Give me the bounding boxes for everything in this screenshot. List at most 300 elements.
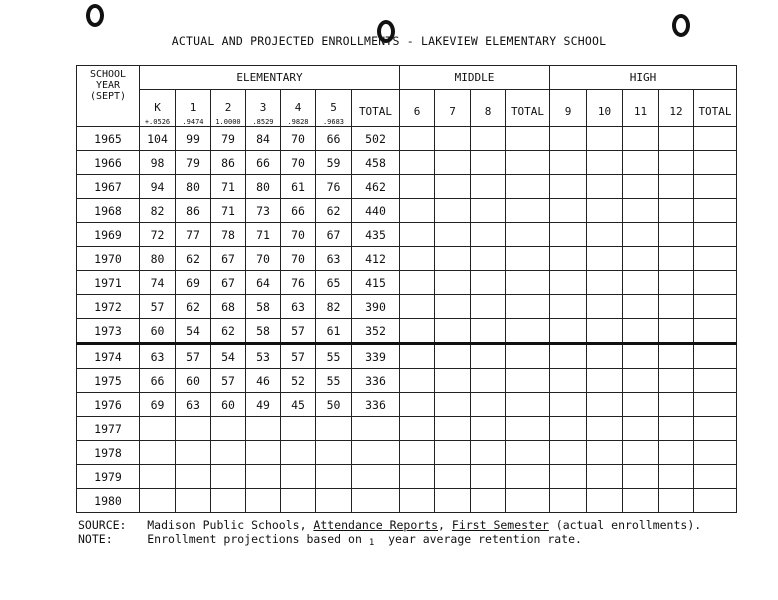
middle-total-header: TOTAL	[506, 90, 550, 127]
empty-cell	[694, 175, 737, 199]
empty-cell	[694, 127, 737, 151]
enrollment-cell: 57	[140, 295, 176, 319]
high-total-header: TOTAL	[694, 90, 737, 127]
school-year-header-line3: (SEPT)	[89, 91, 127, 102]
empty-cell	[550, 271, 587, 295]
elementary-total-cell: 435	[352, 223, 400, 247]
note-years: 1	[368, 538, 375, 548]
empty-cell	[506, 344, 550, 369]
empty-cell	[506, 127, 550, 151]
empty-cell	[435, 127, 471, 151]
empty-cell	[435, 344, 471, 369]
empty-cell	[435, 465, 471, 489]
elementary-total-cell: 336	[352, 393, 400, 417]
enrollment-cell: 67	[316, 223, 352, 247]
empty-cell	[659, 175, 694, 199]
empty-cell	[550, 465, 587, 489]
enrollment-cell: 80	[140, 247, 176, 271]
empty-cell	[400, 319, 435, 344]
enrollment-cell	[211, 489, 246, 513]
empty-cell	[471, 465, 506, 489]
enrollment-cell	[281, 441, 316, 465]
empty-cell	[587, 151, 623, 175]
elementary-total-cell: 339	[352, 344, 400, 369]
empty-cell	[435, 247, 471, 271]
empty-cell	[471, 393, 506, 417]
empty-cell	[623, 441, 659, 465]
enrollment-cell: 61	[316, 319, 352, 344]
enrollment-cell	[316, 441, 352, 465]
empty-cell	[694, 393, 737, 417]
enrollment-cell: 49	[246, 393, 281, 417]
empty-cell	[471, 369, 506, 393]
school-year-header-line1: SCHOOL	[89, 69, 127, 80]
empty-cell	[506, 223, 550, 247]
empty-cell	[587, 127, 623, 151]
empty-cell	[694, 199, 737, 223]
source-label: SOURCE:	[78, 518, 127, 532]
enrollment-cell	[246, 465, 281, 489]
enrollment-cell: 60	[176, 369, 211, 393]
empty-cell	[550, 127, 587, 151]
empty-cell	[471, 271, 506, 295]
empty-cell	[435, 369, 471, 393]
table-row	[77, 319, 737, 344]
enrollment-cell	[140, 465, 176, 489]
enrollment-cell: 76	[281, 271, 316, 295]
empty-cell	[435, 393, 471, 417]
elementary-total-cell: 390	[352, 295, 400, 319]
enrollment-cell	[140, 441, 176, 465]
empty-cell	[623, 199, 659, 223]
enrollment-cell: 76	[316, 175, 352, 199]
empty-cell	[400, 369, 435, 393]
empty-cell	[400, 175, 435, 199]
empty-cell	[623, 271, 659, 295]
empty-cell	[659, 271, 694, 295]
year-cell: 1974	[77, 344, 140, 369]
empty-cell	[659, 127, 694, 151]
empty-cell	[506, 393, 550, 417]
year-cell: 1973	[77, 319, 140, 344]
enrollment-cell: 67	[211, 247, 246, 271]
enrollment-cell: 55	[316, 369, 352, 393]
enrollment-cell: 65	[316, 271, 352, 295]
empty-cell	[471, 295, 506, 319]
year-cell: 1969	[77, 223, 140, 247]
empty-cell	[550, 393, 587, 417]
empty-cell	[471, 489, 506, 513]
empty-cell	[435, 223, 471, 247]
enrollment-cell: 60	[140, 319, 176, 344]
enrollment-cell: 80	[246, 175, 281, 199]
empty-cell	[435, 417, 471, 441]
source-first-semester: First Semester	[451, 518, 549, 532]
grade-header-10: 10	[587, 90, 623, 127]
empty-cell	[623, 489, 659, 513]
enrollment-cell: 70	[281, 247, 316, 271]
table-row	[77, 295, 737, 319]
enrollment-cell: 63	[140, 344, 176, 369]
enrollment-cell: 59	[316, 151, 352, 175]
empty-cell	[471, 344, 506, 369]
enrollment-table	[76, 65, 737, 513]
enrollment-cell	[281, 465, 316, 489]
grade-header-2: 2	[211, 90, 246, 119]
empty-cell	[506, 441, 550, 465]
empty-cell	[400, 393, 435, 417]
empty-cell	[659, 393, 694, 417]
enrollment-cell	[211, 417, 246, 441]
enrollment-cell: 52	[281, 369, 316, 393]
year-cell: 1979	[77, 465, 140, 489]
source-suffix: (actual enrollments).	[548, 518, 702, 532]
empty-cell	[659, 295, 694, 319]
elementary-total-cell	[352, 417, 400, 441]
grade-header-11: 11	[623, 90, 659, 127]
empty-cell	[694, 465, 737, 489]
enrollment-cell	[316, 465, 352, 489]
enrollment-cell	[176, 489, 211, 513]
enrollment-cell: 80	[176, 175, 211, 199]
empty-cell	[471, 175, 506, 199]
empty-cell	[694, 223, 737, 247]
enrollment-cell: 86	[211, 151, 246, 175]
retention-rate-5: .9683	[316, 118, 352, 127]
enrollment-cell: 94	[140, 175, 176, 199]
empty-cell	[623, 369, 659, 393]
enrollment-cell: 78	[211, 223, 246, 247]
empty-cell	[400, 151, 435, 175]
year-cell: 1966	[77, 151, 140, 175]
year-cell: 1965	[77, 127, 140, 151]
empty-cell	[659, 417, 694, 441]
enrollment-cell: 70	[246, 247, 281, 271]
grade-header-12: 12	[659, 90, 694, 127]
grade-header-k: K	[140, 90, 176, 119]
empty-cell	[623, 417, 659, 441]
retention-rate-4: .9828	[281, 118, 316, 127]
enrollment-cell: 46	[246, 369, 281, 393]
enrollment-cell: 66	[316, 127, 352, 151]
enrollment-cell: 99	[176, 127, 211, 151]
enrollment-cell: 62	[176, 295, 211, 319]
empty-cell	[623, 465, 659, 489]
empty-cell	[587, 441, 623, 465]
note-label: NOTE:	[78, 532, 113, 546]
empty-cell	[400, 489, 435, 513]
empty-cell	[587, 489, 623, 513]
empty-cell	[506, 465, 550, 489]
empty-cell	[587, 223, 623, 247]
empty-cell	[623, 393, 659, 417]
empty-cell	[435, 319, 471, 344]
page-title: ACTUAL AND PROJECTED ENROLLMENTS - LAKEVIEW ELEMENTARY SCHOOL	[171, 34, 607, 48]
note-suffix: year average retention rate.	[381, 532, 582, 546]
empty-cell	[587, 175, 623, 199]
year-cell: 1972	[77, 295, 140, 319]
grade-header-4: 4	[281, 90, 316, 119]
empty-cell	[471, 319, 506, 344]
enrollment-cell: 79	[211, 127, 246, 151]
empty-cell	[694, 295, 737, 319]
enrollment-cell: 71	[246, 223, 281, 247]
elementary-total-cell: 458	[352, 151, 400, 175]
enrollment-cell: 55	[316, 344, 352, 369]
table-row	[77, 271, 737, 295]
enrollment-cell: 74	[140, 271, 176, 295]
elementary-total-cell: 415	[352, 271, 400, 295]
empty-cell	[435, 489, 471, 513]
enrollment-cell: 58	[246, 319, 281, 344]
enrollment-cell: 86	[176, 199, 211, 223]
empty-cell	[587, 344, 623, 369]
empty-cell	[623, 223, 659, 247]
empty-cell	[694, 441, 737, 465]
enrollment-cell: 98	[140, 151, 176, 175]
empty-cell	[506, 175, 550, 199]
enrollment-cell: 72	[140, 223, 176, 247]
enrollment-cell	[246, 489, 281, 513]
empty-cell	[506, 151, 550, 175]
enrollment-cell: 71	[211, 175, 246, 199]
elementary-total-cell	[352, 489, 400, 513]
enrollment-cell: 66	[140, 369, 176, 393]
empty-cell	[550, 441, 587, 465]
empty-cell	[550, 223, 587, 247]
empty-cell	[506, 319, 550, 344]
empty-cell	[694, 319, 737, 344]
enrollment-cell: 73	[246, 199, 281, 223]
empty-cell	[400, 344, 435, 369]
table-row	[77, 441, 737, 465]
enrollment-cell	[176, 441, 211, 465]
enrollment-cell: 82	[140, 199, 176, 223]
empty-cell	[587, 271, 623, 295]
empty-cell	[550, 247, 587, 271]
empty-cell	[550, 199, 587, 223]
empty-cell	[471, 223, 506, 247]
empty-cell	[659, 199, 694, 223]
enrollment-cell: 70	[281, 223, 316, 247]
enrollment-cell	[176, 465, 211, 489]
grade-header-3: 3	[246, 90, 281, 119]
empty-cell	[587, 319, 623, 344]
enrollment-cell	[281, 417, 316, 441]
grade-header-5: 5	[316, 90, 352, 119]
elementary-total-cell	[352, 441, 400, 465]
projection-note	[78, 532, 582, 548]
empty-cell	[435, 175, 471, 199]
empty-cell	[400, 295, 435, 319]
empty-cell	[550, 369, 587, 393]
empty-cell	[550, 344, 587, 369]
empty-cell	[623, 127, 659, 151]
enrollment-cell: 57	[281, 344, 316, 369]
elementary-total-cell: 336	[352, 369, 400, 393]
empty-cell	[471, 441, 506, 465]
year-cell: 1975	[77, 369, 140, 393]
empty-cell	[659, 489, 694, 513]
enrollment-cell: 50	[316, 393, 352, 417]
enrollment-cell: 62	[316, 199, 352, 223]
enrollment-cell: 60	[211, 393, 246, 417]
empty-cell	[587, 417, 623, 441]
empty-cell	[694, 489, 737, 513]
empty-cell	[623, 247, 659, 271]
enrollment-cell: 71	[211, 199, 246, 223]
table-row	[77, 247, 737, 271]
empty-cell	[506, 369, 550, 393]
empty-cell	[694, 417, 737, 441]
enrollment-cell: 54	[211, 344, 246, 369]
enrollment-cell: 58	[246, 295, 281, 319]
empty-cell	[506, 271, 550, 295]
empty-cell	[623, 151, 659, 175]
enrollment-cell: 67	[211, 271, 246, 295]
empty-cell	[587, 369, 623, 393]
enrollment-cell	[316, 417, 352, 441]
enrollment-cell	[246, 417, 281, 441]
enrollment-cell: 77	[176, 223, 211, 247]
enrollment-cell	[176, 417, 211, 441]
empty-cell	[659, 319, 694, 344]
year-cell: 1970	[77, 247, 140, 271]
empty-cell	[471, 151, 506, 175]
empty-cell	[400, 247, 435, 271]
enrollment-cell: 63	[176, 393, 211, 417]
school-year-header-line2: YEAR	[95, 80, 121, 91]
empty-cell	[623, 295, 659, 319]
enrollment-cell: 63	[316, 247, 352, 271]
empty-cell	[659, 369, 694, 393]
table-row	[77, 465, 737, 489]
enrollment-cell: 69	[176, 271, 211, 295]
empty-cell	[694, 344, 737, 369]
empty-cell	[694, 271, 737, 295]
year-cell: 1967	[77, 175, 140, 199]
elementary-total-cell: 440	[352, 199, 400, 223]
enrollment-cell: 64	[246, 271, 281, 295]
empty-cell	[550, 295, 587, 319]
empty-cell	[587, 393, 623, 417]
source-text: Madison Public Schools,	[147, 518, 314, 532]
year-cell: 1977	[77, 417, 140, 441]
enrollment-cell: 57	[281, 319, 316, 344]
enrollment-cell: 63	[281, 295, 316, 319]
enrollment-cell: 62	[176, 247, 211, 271]
enrollment-cell: 68	[211, 295, 246, 319]
empty-cell	[550, 417, 587, 441]
source-note	[78, 518, 701, 532]
empty-cell	[435, 199, 471, 223]
enrollment-cell: 57	[211, 369, 246, 393]
enrollment-cell: 82	[316, 295, 352, 319]
grade-header-6: 6	[400, 90, 435, 127]
enrollment-cell: 104	[140, 127, 176, 151]
table-row	[77, 127, 737, 151]
grade-header-7: 7	[435, 90, 471, 127]
middle-group-header: MIDDLE	[400, 66, 550, 90]
empty-cell	[550, 175, 587, 199]
elementary-total-cell: 502	[352, 127, 400, 151]
table-row	[77, 393, 737, 417]
year-cell: 1968	[77, 199, 140, 223]
grade-header-1: 1	[176, 90, 211, 119]
empty-cell	[435, 151, 471, 175]
empty-cell	[587, 199, 623, 223]
enrollment-cell: 70	[281, 127, 316, 151]
empty-cell	[471, 127, 506, 151]
enrollment-cell	[281, 489, 316, 513]
empty-cell	[694, 369, 737, 393]
empty-cell	[400, 417, 435, 441]
elementary-total-header: TOTAL	[352, 90, 400, 127]
empty-cell	[659, 151, 694, 175]
enrollment-cell	[316, 489, 352, 513]
empty-cell	[587, 247, 623, 271]
empty-cell	[435, 295, 471, 319]
table-row	[77, 417, 737, 441]
empty-cell	[623, 344, 659, 369]
enrollment-cell: 62	[211, 319, 246, 344]
table-row	[77, 223, 737, 247]
enrollment-cell: 79	[176, 151, 211, 175]
table-row	[77, 199, 737, 223]
high-group-header: HIGH	[550, 66, 737, 90]
empty-cell	[550, 489, 587, 513]
school-year-header	[77, 66, 140, 127]
empty-cell	[506, 247, 550, 271]
retention-rate-2: 1.0000	[211, 118, 246, 127]
empty-cell	[623, 319, 659, 344]
table-row	[77, 175, 737, 199]
elementary-total-cell: 352	[352, 319, 400, 344]
enrollment-cell	[211, 441, 246, 465]
elementary-group-header: ELEMENTARY	[140, 66, 400, 90]
elementary-total-cell: 412	[352, 247, 400, 271]
empty-cell	[471, 247, 506, 271]
year-cell: 1971	[77, 271, 140, 295]
empty-cell	[694, 247, 737, 271]
enrollment-cell: 61	[281, 175, 316, 199]
empty-cell	[550, 151, 587, 175]
empty-cell	[659, 223, 694, 247]
grade-header-8: 8	[471, 90, 506, 127]
year-cell: 1976	[77, 393, 140, 417]
enrollment-cell	[140, 489, 176, 513]
empty-cell	[550, 319, 587, 344]
table-row	[77, 369, 737, 393]
enrollment-cell: 69	[140, 393, 176, 417]
source-attendance-reports: Attendance Reports	[313, 518, 439, 532]
empty-cell	[435, 271, 471, 295]
empty-cell	[623, 175, 659, 199]
empty-cell	[400, 127, 435, 151]
grade-header-9: 9	[550, 90, 587, 127]
empty-cell	[694, 151, 737, 175]
enrollment-cell: 54	[176, 319, 211, 344]
empty-cell	[400, 223, 435, 247]
empty-cell	[471, 417, 506, 441]
enrollment-cell: 84	[246, 127, 281, 151]
empty-cell	[659, 247, 694, 271]
retention-rate-k: +.0526	[140, 118, 176, 127]
retention-rate-3: .8529	[246, 118, 281, 127]
enrollment-cell	[246, 441, 281, 465]
empty-cell	[587, 295, 623, 319]
table-row	[77, 344, 737, 369]
